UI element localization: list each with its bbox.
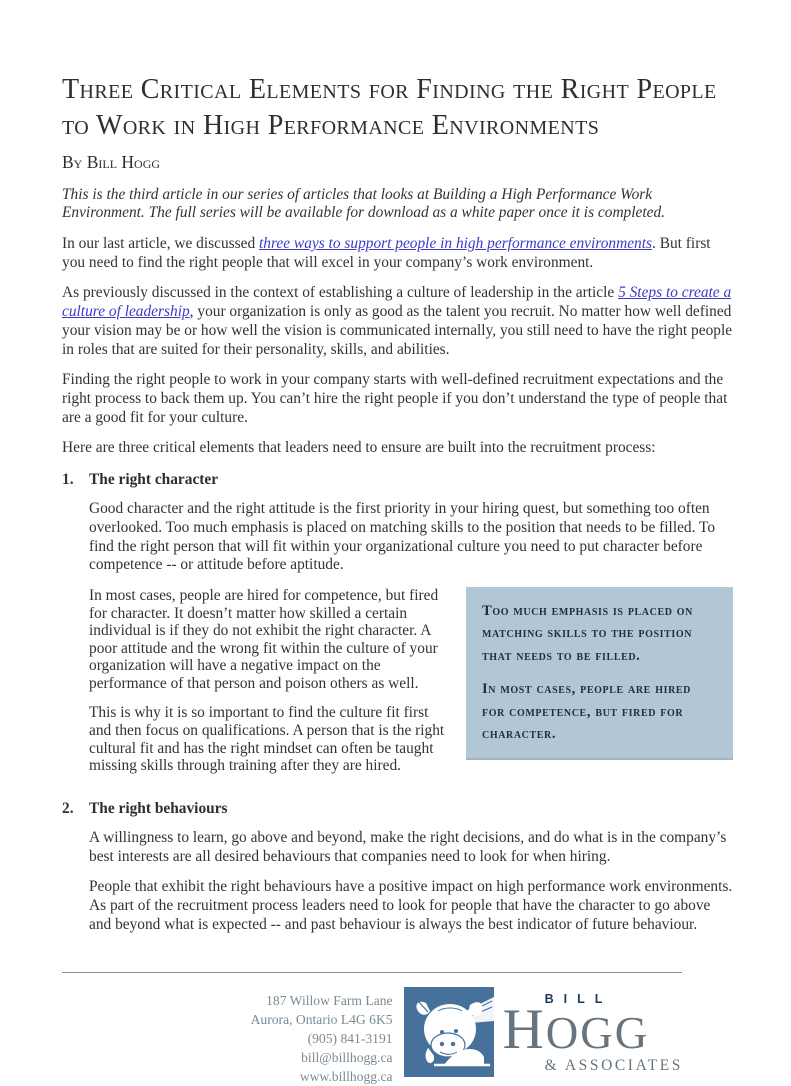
footer — [62, 987, 733, 1086]
link-three-ways-article[interactable]: three ways to support people in high performance environments — [259, 235, 653, 253]
item1-paragraph-1: Good character and the right attitude is the first priority in your hiring quest, but something too often overlooked. Too much emphasis is placed on matching skills to the position that needs to be filled. To find the right person that will fit within your organizational culture you need to put character before competence -- or attitude before aptitude. — [89, 500, 716, 574]
logo-bill-text: BILL — [544, 992, 613, 1007]
lead-in-paragraph: Here are three critical elements that leaders need to ensure are built into the recruitment process: — [62, 439, 656, 457]
paragraph-text: . But first you need to find the right people that will excel in your company’s work environment. — [62, 235, 711, 271]
list-item-right-character — [62, 470, 733, 797]
item2-heading: The right behaviours — [89, 799, 228, 817]
item1-paragraph-2: In most cases, people are hired for competence, but fired for character. It doesn’t matter how skilled a certain individual is if they do not exhibit the right character. A poor attitude and the wrong fit within the culture of your organization will have a negative impact on the performance of that person and poison others as well. — [89, 586, 439, 692]
logo-hogg-text: HOGG — [502, 997, 650, 1061]
contact-block — [251, 987, 393, 1086]
pull-quote-callout — [466, 587, 733, 760]
paragraph-text: In our last article, we discussed — [62, 235, 260, 253]
callout-quote-1: Too much emphasis is placed on matching skills to the position that needs to be filled. — [482, 602, 693, 664]
footer-divider — [62, 972, 682, 973]
phone-number: (905) 841-3191 — [307, 1031, 393, 1047]
item1-heading: The right character — [89, 471, 219, 489]
finding-people-paragraph: Finding the right people to work in your company starts with well-defined recruitment expectations and the right process to back them up. You can’t hire the right people if you don’t understand the type of people that are a good fit for your culture. — [62, 371, 728, 426]
address-line-1: 187 Willow Farm Lane — [266, 993, 393, 1009]
page-title: Three Critical Elements for Finding the Right People to Work in High Performance Environments — [62, 74, 717, 141]
item2-paragraph-1: A willingness to learn, go above and beyond, make the right decisions, and do what is in the company’s best interests are all desired behaviours that companies need to look for when hiring. — [89, 828, 727, 865]
series-note-paragraph: This is the third article in our series of articles that looks at Building a High Performance Work Environment. The full series will be available for download as a white paper once it is completed. — [62, 185, 666, 222]
list-item-right-behaviours — [62, 799, 733, 947]
callout-quote-2: In most cases, people are hired for competence, but fired for character. — [482, 681, 691, 743]
list-number: 2. — [62, 799, 74, 817]
last-article-paragraph — [62, 235, 733, 272]
website-url: www.billhogg.ca — [299, 1069, 393, 1085]
paragraph-text: , your organization is only as good as the talent you recruit. No matter how well defined your vision may be or how well the vision is communicated internally, you still need to have the right people in roles that are suited for their personality, skills, and abilities. — [62, 303, 733, 358]
company-logo — [503, 987, 683, 1075]
logo-associates-text: & ASSOCIATES — [544, 1057, 683, 1075]
culture-leadership-paragraph — [62, 284, 733, 359]
paragraph-text: As previously discussed in the context of establishing a culture of leadership in the article — [62, 284, 619, 302]
item2-paragraph-2: People that exhibit the right behaviours have a positive impact on high performance work environments. As part of the recruitment process leaders need to look for people that have the character to go above and beyond what is expected -- and past behaviour is always the best indicator of future behaviour. — [89, 878, 733, 933]
email-address: bill@billhogg.ca — [301, 1050, 393, 1066]
address-line-2: Aurora, Ontario L4G 6K5 — [250, 1012, 393, 1028]
link-five-steps-article[interactable]: 5 Steps to create a culture of leadership — [62, 284, 732, 321]
two-column-section — [89, 587, 733, 787]
item1-paragraph-3: This is why it is so important to find the culture fit first and then focus on qualifications. A person that is the right cultural fit and has the right mindset can often be taught missing skills through training after they are hired. — [89, 704, 445, 775]
list-item-body — [89, 470, 733, 797]
list-number: 1. — [62, 471, 74, 489]
list-item-body — [89, 799, 733, 947]
cow-logo-icon — [404, 987, 494, 1077]
left-column — [89, 587, 451, 787]
byline: By Bill Hogg — [62, 151, 161, 172]
